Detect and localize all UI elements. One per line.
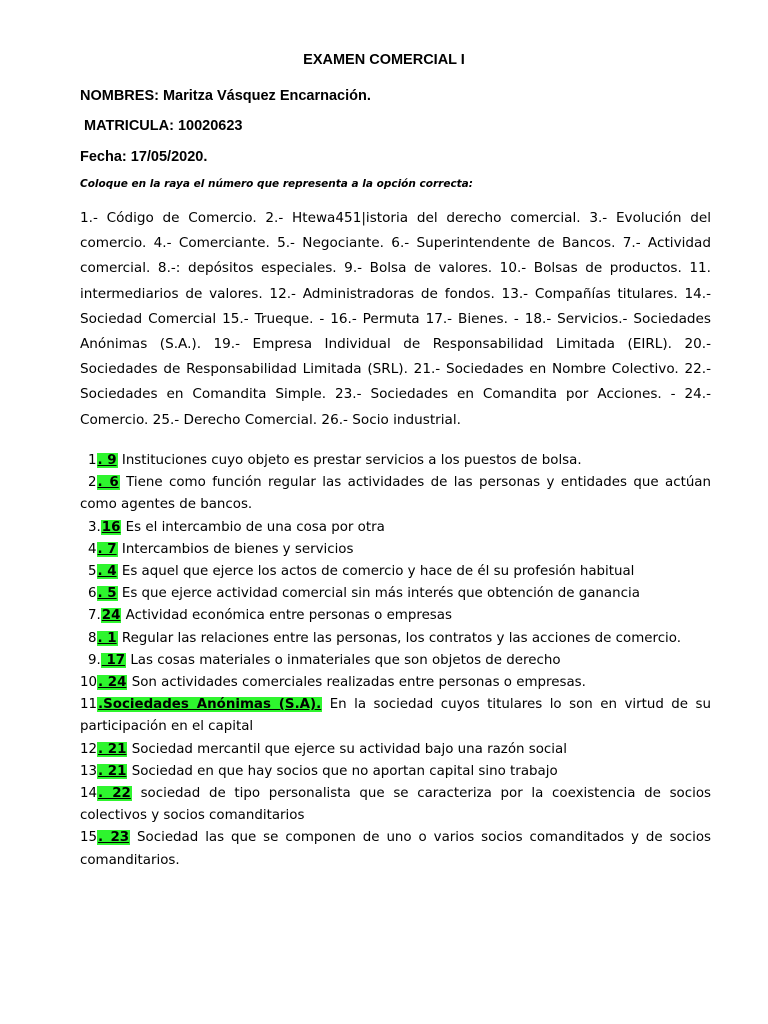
question-item: [80, 472, 711, 516]
student-id: MATRICULA: 10020623: [84, 118, 243, 134]
answer-highlight: 16: [101, 519, 121, 535]
answer-highlight: . 21: [98, 763, 127, 779]
question-text: Tiene como función regular las actividades de las personas y entidades que actúan como agentes de bancos.: [80, 475, 711, 513]
question-number: 7.: [88, 608, 101, 624]
question-item: [80, 561, 711, 583]
question-item: [80, 761, 711, 783]
question-text: sociedad de tipo personalista que se caracteriza por la coexistencia de socios colectivos y socios comanditarios: [80, 786, 711, 824]
student-name: NOMBRES: Maritza Vásquez Encarnación.: [80, 88, 371, 104]
answer-highlight: . 24: [98, 675, 127, 691]
question-number: 4: [88, 541, 97, 557]
question-number: 12: [80, 741, 98, 757]
answer-highlight: . 9: [97, 453, 117, 468]
answer-highlight: . 4: [97, 564, 117, 580]
answer-highlight: . 21: [98, 741, 127, 757]
question-text: Sociedad en que hay socios que no aportan capital sino trabajo: [127, 763, 558, 779]
instruction-text: Coloque en la raya el número que representa a la opción correcta:: [80, 178, 473, 190]
questions-list: [80, 450, 711, 872]
answer-highlight: 17: [101, 652, 126, 668]
question-number: 2: [88, 475, 97, 491]
question-item: [80, 539, 711, 561]
answer-highlight: . 5: [97, 586, 117, 602]
question-item: [80, 450, 711, 472]
answer-highlight: 24: [101, 608, 121, 624]
question-item: [80, 517, 711, 539]
question-text: Son actividades comerciales realizadas entre personas o empresas.: [127, 675, 586, 691]
question-number: 6: [88, 586, 97, 602]
question-text: En la sociedad cuyos titulares lo son en virtud de su participación en el capital: [80, 697, 711, 735]
question-text: Las cosas materiales o inmateriales que son objetos de derecho: [126, 652, 561, 668]
question-item: [80, 650, 711, 672]
answer-highlight: .Sociedades Anónimas (S.A).: [98, 697, 322, 713]
answer-highlight: . 23: [98, 830, 130, 846]
question-text: Es el intercambio de una cosa por otra: [121, 519, 385, 535]
question-number: 5: [88, 564, 97, 580]
options-paragraph: 1.- Código de Comercio. 2.- Htewa451|istoria del derecho comercial. 3.- Evolución del comercio. 4.- Comerciante. 5.- Negociante. 6.- Superintendente de Bancos. 7.- Actividad comercial. 8.-: depósitos especiales. 9.- Bolsa de valores. 10.- Bolsas de productos. 11. intermediarios de valores. 12.- Administradoras de fondos. 13.- Compañías titulares. 14.- Sociedad Comercial 15.- Trueque. - 16.- Permuta 17.- Bienes. - 18.- Servicios.- Sociedades Anónimas (S.A.). 19.- Empresa Individual de Responsabilidad Limitada (EIRL). 20.- Sociedades de Responsabilidad Limitada (SRL). 21.- Sociedades en Nombre Colectivo. 22.- Sociedades en Comandita Simple. 23.- Sociedades en Comandita por Acciones. - 24.- Comercio. 25.- Derecho Comercial. 26.- Socio industrial.: [80, 210, 711, 428]
question-item: [80, 694, 711, 738]
question-text: Actividad económica entre personas o empresas: [121, 608, 452, 624]
question-text: Regular las relaciones entre las personas, los contratos y las acciones de comercio.: [117, 630, 681, 646]
question-item: [80, 628, 711, 650]
question-item: [80, 583, 711, 605]
question-number: 10: [80, 675, 98, 691]
question-item: [80, 827, 711, 871]
answer-highlight: . 1: [97, 630, 117, 646]
question-number: 9.: [88, 652, 101, 668]
answer-highlight: . 7: [97, 541, 117, 557]
question-number: 13: [80, 763, 98, 779]
question-text: Es aquel que ejerce los actos de comercio y hace de él su profesión habitual: [117, 564, 635, 580]
question-number: 8: [88, 630, 97, 646]
question-text: Sociedad las que se componen de uno o varios socios comanditados y de socios comanditarios.: [80, 830, 711, 868]
question-item: [80, 605, 711, 627]
question-number: 3.: [88, 519, 101, 535]
question-text: Instituciones cuyo objeto es prestar servicios a los puestos de bolsa.: [117, 453, 582, 468]
question-number: 15: [80, 830, 98, 846]
question-item: [80, 672, 711, 694]
question-text: Es que ejerce actividad comercial sin más interés que obtención de ganancia: [117, 586, 640, 602]
question-item: [80, 783, 711, 827]
question-number: 14: [80, 786, 98, 802]
exam-date: Fecha: 17/05/2020.: [80, 149, 208, 165]
question-text: Intercambios de bienes y servicios: [117, 541, 354, 557]
question-item: [80, 739, 711, 761]
question-number: 1: [88, 453, 97, 468]
answer-highlight: . 6: [97, 475, 119, 491]
question-text: Sociedad mercantil que ejerce su actividad bajo una razón social: [127, 741, 567, 757]
exam-title: EXAMEN COMERCIAL I: [303, 52, 465, 68]
question-number: 11: [80, 697, 98, 713]
answer-highlight: . 22: [98, 786, 131, 802]
